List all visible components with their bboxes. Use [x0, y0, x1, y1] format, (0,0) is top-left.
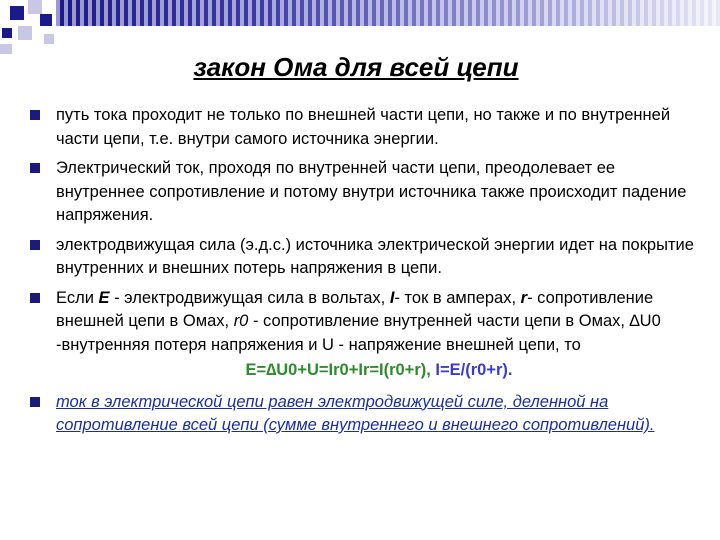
- square-bullet-icon: [30, 163, 40, 173]
- corner-square-2: [28, 0, 42, 14]
- var-E: E: [98, 288, 110, 307]
- var-r0: r0: [233, 312, 249, 330]
- delta-symbol: ∆: [629, 312, 640, 330]
- content-list: [30, 104, 702, 444]
- corner-square-1: [10, 6, 24, 20]
- corner-square-5: [2, 28, 12, 38]
- bullet-text: путь тока проходит не только по внешней части цепи, но также и по внутренней части цепи, т.е. внутри самого источника энергии.: [56, 106, 671, 148]
- slide-title: закон Ома для всей цепи: [193, 52, 519, 82]
- list-item-definitions: [30, 287, 702, 358]
- def-text-6: U0 -внутренняя потеря напряжения и U - напряжение внешней цепи, то: [56, 312, 661, 354]
- conclusion-text: ток в электрической цепи равен электродвижущей силе, деленной на сопротивление всей цепи (сумме внутреннего и внешнего сопротивлений).: [56, 392, 655, 434]
- def-text-2: - электродвижущая сила в вольтах,: [109, 288, 390, 307]
- bullet-text: электродвижущая сила (э.д.с.) источника электрической энергии идет на покрытие внутренних и внешних потерь напряжения в цепи.: [56, 235, 694, 277]
- def-text-3: - ток в амперах,: [394, 288, 521, 307]
- list-item: [30, 104, 702, 151]
- var-I: I: [389, 288, 395, 307]
- list-item: [30, 157, 702, 228]
- square-bullet-icon: [30, 240, 40, 250]
- corner-square-3: [40, 14, 52, 26]
- formula-part-2: I=E/(r0+r).: [435, 361, 513, 379]
- corner-square-7: [44, 34, 54, 44]
- header-banner: [56, 0, 720, 26]
- list-item: [30, 234, 702, 281]
- def-text-1: Если: [56, 288, 99, 307]
- square-bullet-icon: [30, 397, 40, 407]
- formula-part-1: E=∆U0+U=Ir0+Ir=I(r0+r),: [245, 361, 431, 379]
- bullet-text: Электрический ток, проходя по внутренней части цепи, преодолевает ее внутреннее сопротивление и потому внутри источника также происходит падение напряжения.: [56, 159, 687, 224]
- def-text-5: - сопротивление внутренней части цепи в Омах,: [248, 312, 630, 330]
- corner-square-4: [18, 26, 32, 40]
- var-r: r: [520, 288, 528, 307]
- square-bullet-icon: [30, 293, 40, 303]
- def-text-4: - сопротивление внешней цепи в Омах,: [56, 288, 654, 330]
- formula-line: [30, 359, 702, 383]
- square-bullet-icon: [30, 110, 40, 120]
- list-item-conclusion: [30, 391, 702, 438]
